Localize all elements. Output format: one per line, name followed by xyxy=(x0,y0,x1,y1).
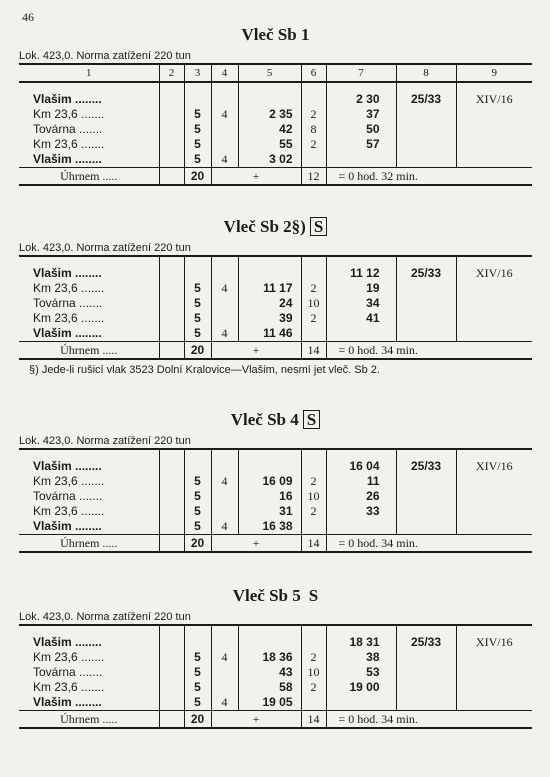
timetable-section-sb4 xyxy=(19,409,532,553)
table-row: Vlašim ........ 5 4 11 46 xyxy=(19,326,532,342)
section-title: Vleč Sb 2§) S xyxy=(19,216,532,238)
table-row: Továrna ....... 5 24 10 34 xyxy=(19,296,532,311)
total-row: Úhrnem ..... 20 + 14 = 0 hod. 34 min. xyxy=(19,342,532,360)
section-title: Vleč Sb 5 S xyxy=(232,586,319,605)
table-row: Km 23,6 ....... 5 4 2 35 2 37 xyxy=(19,107,532,122)
locomotive-info: Lok. 423,0. Norma zatížení 220 tun xyxy=(19,50,191,62)
table-row: Vlašim ........ 5 4 19 05 xyxy=(19,695,532,711)
table-row: Vlašim ........ 11 12 25/33 XIV/16 xyxy=(19,266,532,281)
table-row: Vlašim ........ 16 04 25/33 XIV/16 xyxy=(19,459,532,474)
table-row: Továrna ....... 5 16 10 26 xyxy=(19,489,532,504)
table-row: Km 23,6 ....... 5 58 2 19 00 xyxy=(19,680,532,695)
timetable xyxy=(19,624,532,729)
locomotive-info: Lok. 423,0. Norma zatížení 220 tun xyxy=(19,242,191,254)
table-row: Vlašim ........ 5 4 3 02 xyxy=(19,152,532,168)
table-row: Vlašim ........ 18 31 25/33 XIV/16 xyxy=(19,635,532,650)
table-row: Km 23,6 ....... 5 39 2 41 xyxy=(19,311,532,326)
total-row: Úhrnem ..... 20 + 14 = 0 hod. 34 min. xyxy=(19,535,532,553)
table-row: Továrna ....... 5 43 10 53 xyxy=(19,665,532,680)
timetable-section-sb2 xyxy=(19,216,532,376)
section-title: Vleč Sb 1 xyxy=(241,25,310,44)
timetable xyxy=(19,63,532,186)
section-title: Vleč Sb 4 S xyxy=(19,409,532,431)
timetable xyxy=(19,255,532,360)
timetable-section-sb1 xyxy=(19,24,532,186)
s-symbol: S xyxy=(308,586,319,605)
locomotive-info: Lok. 423,0. Norma zatížení 220 tun xyxy=(19,611,191,623)
timetable-section-sb5 xyxy=(19,585,532,729)
footnote: §) Jede-li rušicí vlak 3523 Dolní Kralovice—Vlašim, nesmí jet vleč. Sb 2. xyxy=(29,364,380,376)
total-row: Úhrnem ..... 20 + 14 = 0 hod. 34 min. xyxy=(19,711,532,729)
table-row: Km 23,6 ....... 5 4 18 36 2 38 xyxy=(19,650,532,665)
table-row: Továrna ....... 5 42 8 50 xyxy=(19,122,532,137)
boxed-s-symbol: S xyxy=(303,410,320,429)
table-row: Vlašim ........ 5 4 16 38 xyxy=(19,519,532,535)
table-row: Km 23,6 ....... 5 4 11 17 2 19 xyxy=(19,281,532,296)
total-row: Úhrnem ..... 20 + 12 = 0 hod. 32 min. xyxy=(19,168,532,186)
column-header-row: 1 2 3 4 5 6 7 8 9 xyxy=(19,64,532,82)
table-row: Km 23,6 ....... 5 55 2 57 xyxy=(19,137,532,152)
locomotive-info: Lok. 423,0. Norma zatížení 220 tun xyxy=(19,435,191,447)
table-row: Vlašim ........ 2 30 25/33 XIV/16 xyxy=(19,92,532,107)
table-row: Km 23,6 ....... 5 4 16 09 2 11 xyxy=(19,474,532,489)
table-row: Km 23,6 ....... 5 31 2 33 xyxy=(19,504,532,519)
boxed-s-symbol: S xyxy=(310,217,327,236)
page-number: 46 xyxy=(22,10,34,24)
timetable xyxy=(19,448,532,553)
